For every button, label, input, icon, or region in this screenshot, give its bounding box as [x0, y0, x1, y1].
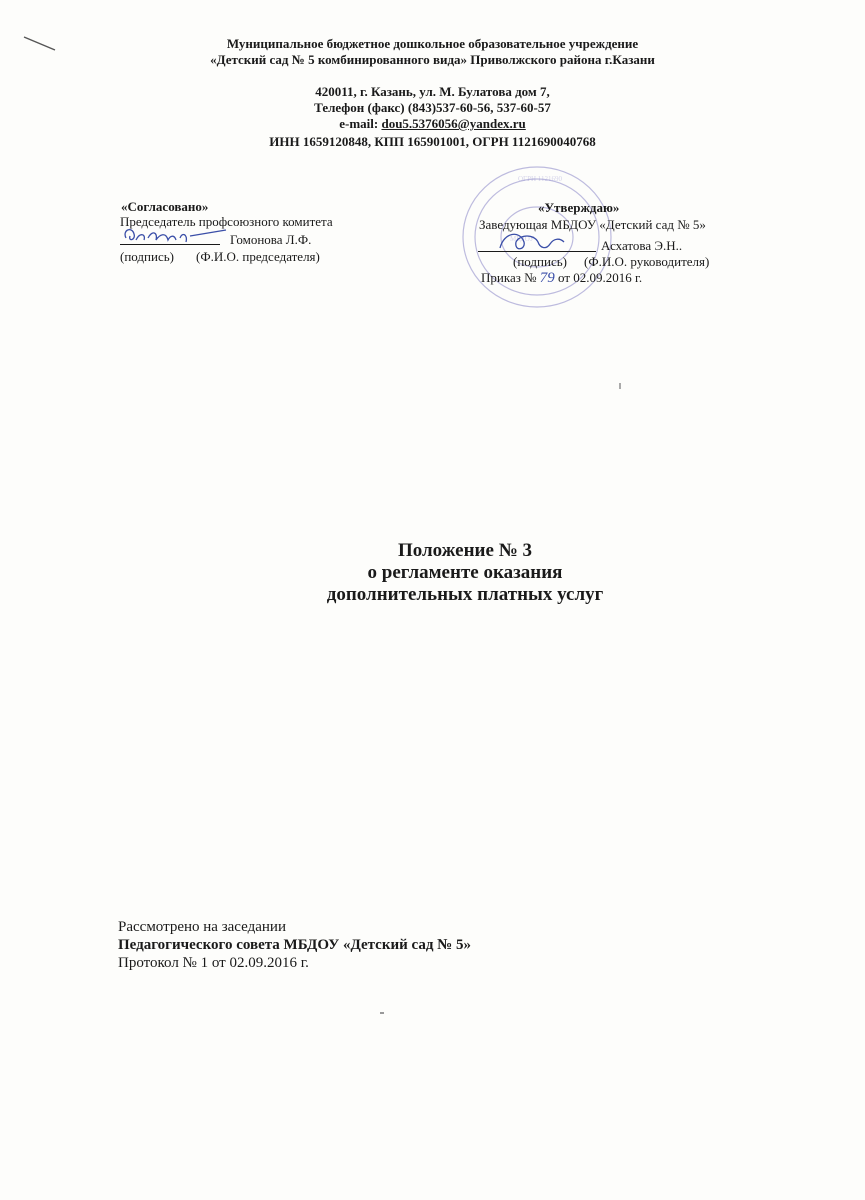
svg-text:ОГРН 1121690: ОГРН 1121690 [518, 175, 563, 183]
agreed-sig-caption: (подпись) [120, 249, 174, 264]
approved-sig-caption: (подпись) [513, 254, 567, 269]
org-phone: Телефон (факс) (843)537-60-56, 537-60-57 [314, 100, 551, 115]
order-number: 79 [539, 270, 555, 286]
document-title-line3: дополнительных платных услуг [326, 584, 604, 605]
approved-name: Асхатова Э.Н.. [601, 238, 683, 253]
email-link[interactable]: dou5.5376056@yandex.ru [381, 116, 526, 131]
order-prefix: Приказ № [481, 270, 540, 285]
agreed-name-caption: (Ф.И.О. председателя) [196, 249, 320, 264]
approved-position: Заведующая МБДОУ «Детский сад № 5» [479, 217, 706, 232]
scan-speck [619, 383, 621, 389]
org-name-line1: Муниципальное бюджетное дошкольное образовательное учреждение [226, 36, 639, 51]
org-registration: ИНН 1659120848, КПП 165901001, ОГРН 1121690040768 [269, 134, 596, 149]
footer-council: Педагогического совета МБДОУ «Детский сад № 5» [118, 937, 471, 953]
approved-title: «Утверждаю» [538, 200, 620, 215]
document-title-line1: Положение № 3 [397, 540, 533, 561]
svg-text:МБДОУ: МБДОУ [510, 235, 535, 243]
scan-speck [380, 1012, 384, 1014]
agreed-name: Гомонова Л.Ф. [230, 232, 312, 247]
agreed-signature-line [120, 244, 220, 245]
approved-name-caption: (Ф.И.О. руководителя) [584, 254, 710, 269]
agreed-title: «Согласовано» [121, 199, 209, 214]
org-address: 420011, г. Казань, ул. М. Булатова дом 7, [315, 84, 550, 99]
org-name-line2: «Детский сад № 5 комбинированного вида» Приволжского района г.Казани [210, 52, 655, 67]
email-label: e-mail: [339, 116, 382, 131]
approved-order [481, 270, 642, 286]
order-date: от 02.09.2016 г. [554, 270, 643, 285]
org-email [0, 116, 865, 132]
footer-protocol: Протокол № 1 от 02.09.2016 г. [118, 955, 309, 971]
approved-signature-line [478, 251, 596, 252]
document-title-line2: о регламенте оказания [367, 562, 563, 583]
official-seal-stamp [458, 163, 616, 311]
footer-reviewed: Рассмотрено на заседании [118, 919, 286, 935]
agreed-position: Председатель профсоюзного комитета [120, 214, 333, 229]
